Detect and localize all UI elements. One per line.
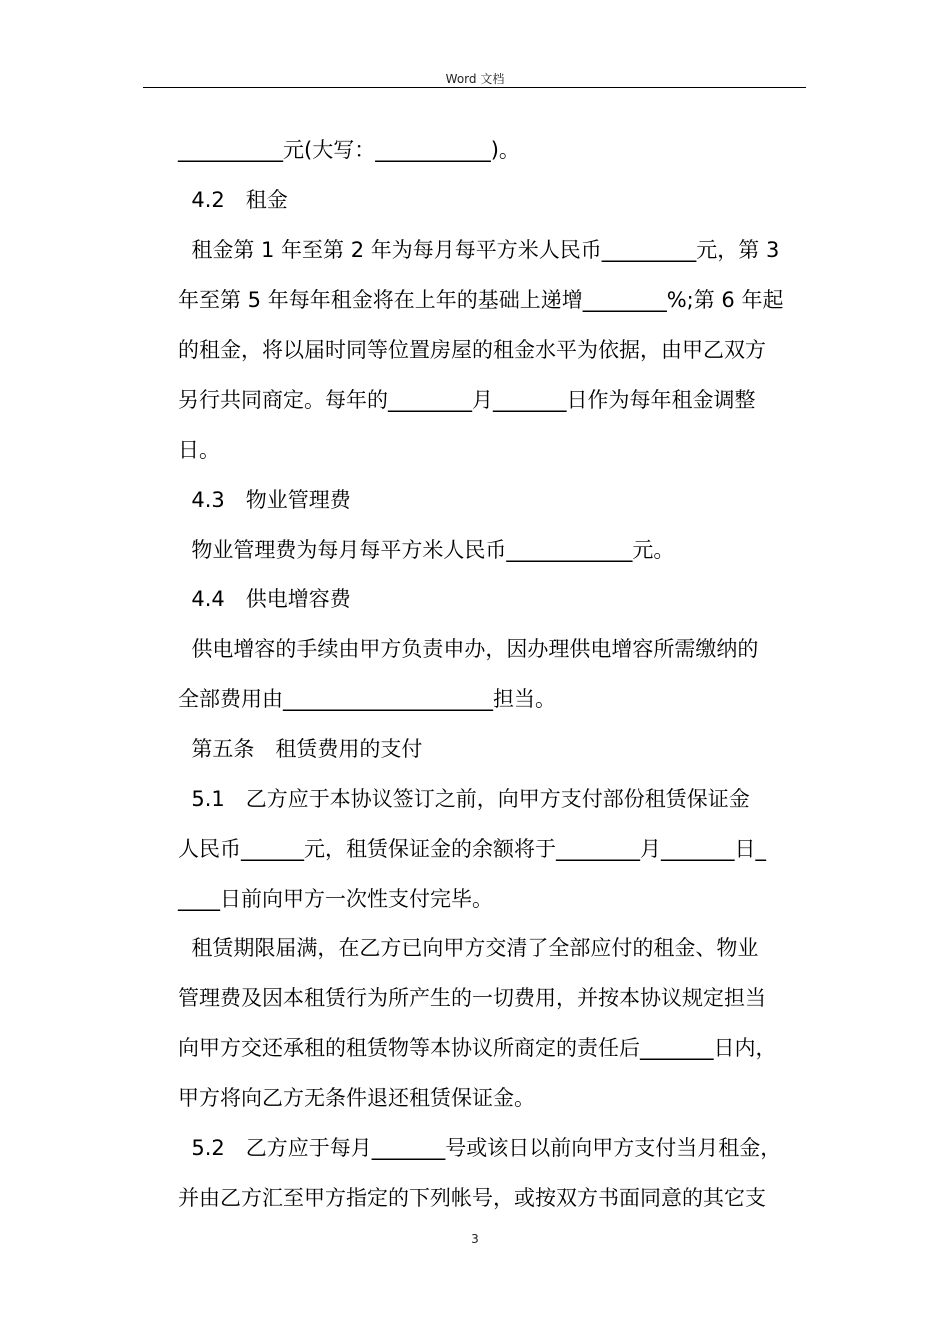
header-divider (143, 87, 806, 88)
text-line: 5.1 乙方应于本协议签订之前，向甲方支付部份租赁保证金 (178, 787, 750, 811)
text-line: 租金第 1 年至第 2 年为每月每平方米人民币_________元，第 3 (178, 238, 780, 262)
text-line: 供电增容的手续由甲方负责申办，因办理供电增容所需缴纳的 (178, 637, 759, 661)
text-line: __________元(大写：___________)。 (178, 138, 520, 162)
section-heading: 4.4 供电增容费 (178, 587, 351, 611)
text-line: 5.2 乙方应于每月_______号或该日以前向甲方支付当月租金， (178, 1136, 782, 1160)
text-line: 的租金，将以届时同等位置房屋的租金水平为依据，由甲乙双方 (178, 338, 766, 362)
page-number: 3 (471, 1232, 479, 1246)
section-heading: 4.3 物业管理费 (178, 488, 351, 512)
text-line: 年至第 5 年每年租金将在上年的基础上递增________%;第 6 年起 (178, 288, 784, 312)
page-header-title: Word 文档 (445, 72, 505, 86)
text-line: 物业管理费为每月每平方米人民币____________元。 (178, 538, 675, 562)
text-line: 并由乙方汇至甲方指定的下列帐号，或按双方书面同意的其它支 (178, 1186, 766, 1210)
text-line: 另行共同商定。每年的________月_______日作为每年租金调整 (178, 388, 756, 412)
text-line: 向甲方交还承租的租赁物等本协议所商定的责任后_______日内， (178, 1036, 777, 1060)
section-heading: 4.2 租金 (178, 188, 288, 212)
text-line: 管理费及因本租赁行为所产生的一切费用，并按本协议规定担当 (178, 986, 766, 1010)
article-heading: 第五条 租赁费用的支付 (178, 737, 423, 761)
text-line: 甲方将向乙方无条件退还租赁保证金。 (178, 1086, 535, 1110)
text-line: ____日前向甲方一次性支付完毕。 (178, 887, 493, 911)
text-line: 全部费用由____________________担当。 (178, 687, 556, 711)
text-line: 租赁期限届满，在乙方已向甲方交清了全部应付的租金、物业 (178, 936, 759, 960)
text-line: 日。 (178, 438, 220, 462)
text-line: 人民币______元，租赁保证金的余额将于________月_______日_ (178, 837, 766, 861)
